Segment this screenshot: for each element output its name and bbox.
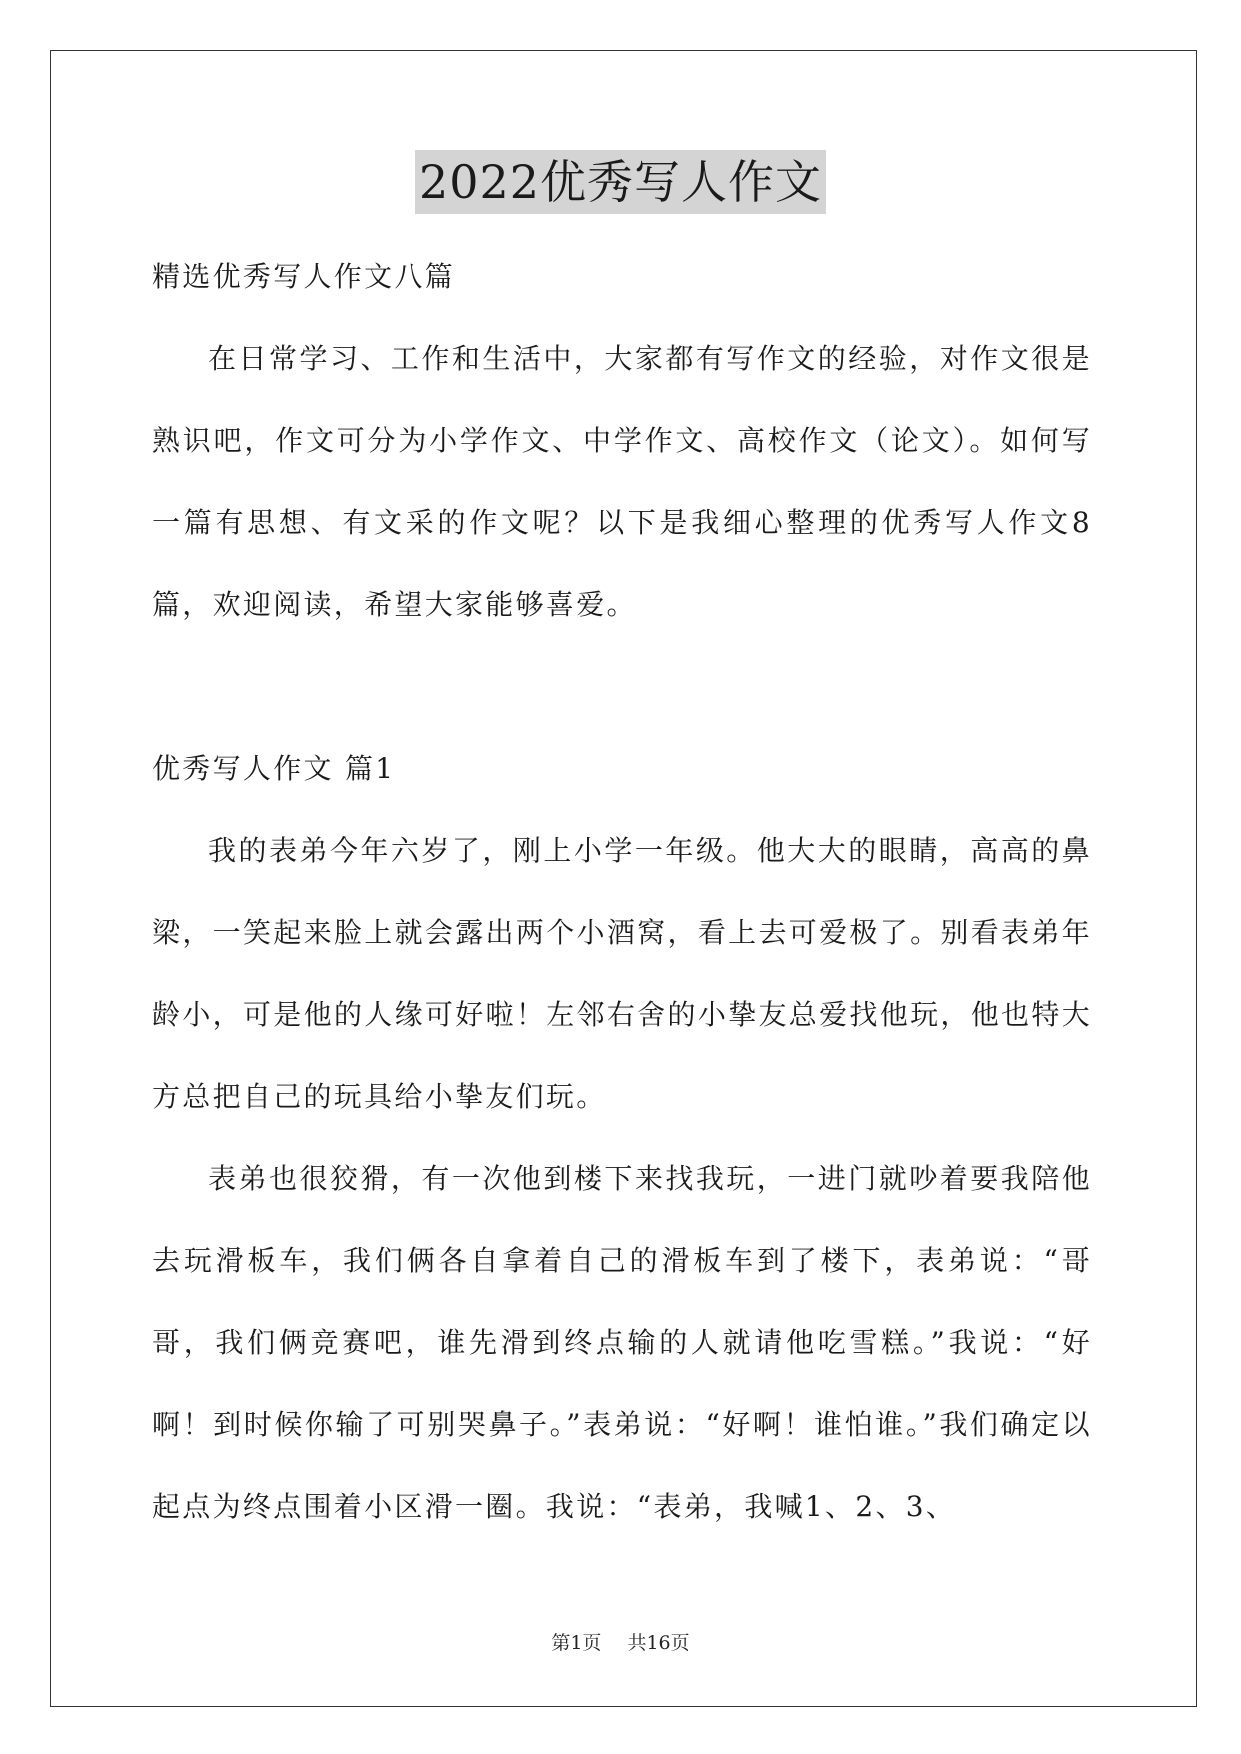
section-heading: 优秀写人作文 篇1 bbox=[152, 752, 396, 785]
page-number-total: 共16页 bbox=[627, 1632, 690, 1654]
intro-paragraph: 在日常学习、工作和生活中，大家都有写作文的经验，对作文很是熟识吧，作文可分为小学作文、中学作文、高校作文（论文）。如何写一篇有思想、有文采的作文呢？以下是我细心整理的优秀写人作文8篇，欢迎阅读，希望大家能够喜爱。 bbox=[152, 342, 1092, 621]
title-container bbox=[0, 150, 1241, 214]
body-paragraph-1: 我的表弟今年六岁了，刚上小学一年级。他大大的眼睛，高高的鼻梁，一笑起来脸上就会露出两个小酒窝，看上去可爱极了。别看表弟年龄小，可是他的人缘可好啦！左邻右舍的小挚友总爱找他玩，他也特大方总把自己的玩具给小挚友们玩。 bbox=[152, 834, 1092, 1113]
page-number-current: 第1页 bbox=[551, 1632, 602, 1654]
page-footer bbox=[0, 1628, 1241, 1655]
document-body bbox=[152, 236, 1092, 1548]
body-paragraph-2: 表弟也很狡猾，有一次他到楼下来找我玩，一进门就吵着要我陪他去玩滑板车，我们俩各自拿着自己的滑板车到了楼下，表弟说：“哥哥，我们俩竞赛吧，谁先滑到终点输的人就请他吃雪糕。”我说：“好啊！到时候你输了可别哭鼻子。”表弟说：“好啊！谁怕谁。”我们确定以起点为终点围着小区滑一圈。我说：“表弟，我喊1、2、3、 bbox=[152, 1162, 1092, 1523]
document-title: 2022优秀写人作文 bbox=[415, 150, 826, 214]
document-subtitle: 精选优秀写人作文八篇 bbox=[152, 260, 456, 293]
